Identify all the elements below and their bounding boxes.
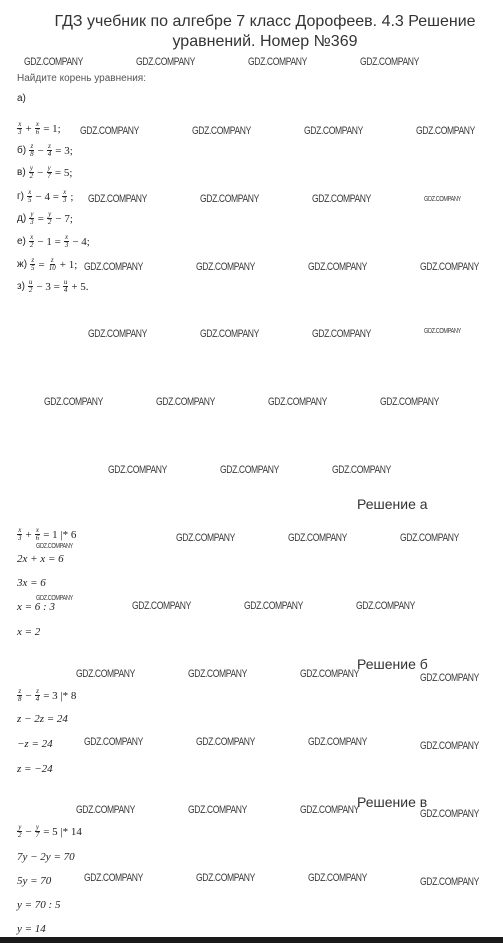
watermark: GDZ.COMPANY xyxy=(248,56,307,68)
denominator: 3 xyxy=(18,534,22,542)
task-label: в) xyxy=(17,167,26,178)
numerator: y xyxy=(35,823,40,831)
denominator: 8 xyxy=(18,695,22,703)
solution-b-line: −z = 24 xyxy=(17,738,53,750)
equation-tail: = 5 |* 14 xyxy=(43,825,82,838)
numerator: z xyxy=(48,142,51,150)
watermark: GDZ.COMPANY xyxy=(312,328,371,340)
watermark: GDZ.COMPANY xyxy=(156,396,215,408)
fraction xyxy=(29,234,35,249)
numerator: x xyxy=(63,188,67,196)
bottom-bar xyxy=(0,937,503,943)
solution-a-line: 2x + x = 6 xyxy=(17,553,64,565)
denominator: 7 xyxy=(35,831,40,839)
task-label: з) xyxy=(17,281,25,292)
fraction xyxy=(47,143,53,158)
task-e xyxy=(17,234,90,249)
task-label: д) xyxy=(17,213,27,224)
equation-tail: = 3; xyxy=(55,144,73,157)
task-label: ж) xyxy=(17,259,28,270)
watermark: GDZ.COMPANY xyxy=(196,736,255,748)
watermark: GDZ.COMPANY xyxy=(76,668,135,680)
solution-v-line: y = 70 : 5 xyxy=(17,899,61,911)
watermark: GDZ.COMPANY xyxy=(44,396,103,408)
solution-a-line: 3x = 6 xyxy=(17,577,46,589)
numerator: z xyxy=(31,256,35,264)
watermark: GDZ.COMPANY xyxy=(76,804,135,816)
fraction xyxy=(35,121,41,136)
denominator: 4 xyxy=(63,286,68,294)
fraction xyxy=(17,527,23,542)
fraction xyxy=(17,824,23,839)
watermark: GDZ.COMPANY xyxy=(420,808,479,820)
denominator: 2 xyxy=(18,831,22,839)
solution-v-line: y = 14 xyxy=(17,923,46,935)
watermark: GDZ.COMPANY xyxy=(84,872,143,884)
watermark: GDZ.COMPANY xyxy=(416,125,475,137)
fraction xyxy=(28,279,34,294)
solution-b-step1 xyxy=(17,688,76,703)
watermark: GDZ.COMPANY xyxy=(244,600,303,612)
solution-v-line: 5y = 70 xyxy=(17,875,52,887)
watermark: GDZ.COMPANY xyxy=(188,804,247,816)
watermark: GDZ.COMPANY xyxy=(24,56,83,68)
watermark: GDZ.COMPANY xyxy=(360,56,419,68)
denominator: 2 xyxy=(29,172,34,180)
watermark: GDZ.COMPANY xyxy=(268,396,327,408)
solution-v-step1 xyxy=(17,824,82,839)
equation-tail: = 5; xyxy=(54,166,73,179)
watermark: GDZ.COMPANY xyxy=(132,600,191,612)
operator: − xyxy=(25,689,32,702)
denominator: 5 xyxy=(27,196,32,204)
task-d xyxy=(17,211,73,226)
numerator: y xyxy=(30,210,34,218)
solution-a-step1 xyxy=(17,527,76,542)
equation-tail: = 3 |* 8 xyxy=(43,689,77,702)
solution-b-line: z = −24 xyxy=(17,763,53,775)
fraction xyxy=(29,143,35,158)
task-label: а) xyxy=(17,93,26,104)
fraction xyxy=(35,527,41,542)
numerator: x xyxy=(18,526,22,534)
solution-b-line: z − 2z = 24 xyxy=(17,713,68,725)
fraction xyxy=(17,688,23,703)
solution-a-heading: Решение а xyxy=(357,496,428,512)
equation-tail: = 1 |* 6 xyxy=(43,528,77,541)
watermark: GDZ.COMPANY xyxy=(304,125,363,137)
denominator: 3 xyxy=(30,218,34,226)
numerator: z xyxy=(50,256,54,264)
watermark: GDZ.COMPANY xyxy=(356,600,415,612)
denominator: 4 xyxy=(47,150,52,158)
fraction xyxy=(62,189,68,204)
denominator: 7 xyxy=(47,172,51,180)
operator: = xyxy=(38,258,45,271)
denominator: 10 xyxy=(48,264,56,272)
numerator: z xyxy=(30,142,34,150)
operator: − xyxy=(25,825,32,838)
equation-tail: = 1; xyxy=(43,122,61,135)
numerator: x xyxy=(28,188,32,196)
watermark: GDZ.COMPANY xyxy=(84,261,143,273)
fraction xyxy=(27,189,33,204)
fraction xyxy=(29,165,35,180)
watermark: GDZ.COMPANY xyxy=(308,736,367,748)
watermark: GDZ.COMPANY xyxy=(332,464,391,476)
operator: + xyxy=(25,122,32,135)
numerator: y xyxy=(47,164,51,172)
watermark: GDZ.COMPANY xyxy=(424,196,461,203)
fraction xyxy=(29,211,35,226)
watermark: GDZ.COMPANY xyxy=(420,261,479,273)
fraction xyxy=(35,688,41,703)
operator: − 4 = xyxy=(35,190,59,203)
watermark: GDZ.COMPANY xyxy=(420,740,479,752)
denominator: 8 xyxy=(30,150,34,158)
watermark: GDZ.COMPANY xyxy=(136,56,195,68)
task-g xyxy=(17,189,73,204)
solution-b-heading: Решение б xyxy=(357,656,428,672)
numerator: x xyxy=(65,233,69,241)
task-label: б) xyxy=(17,145,27,156)
task-v xyxy=(17,165,72,180)
equation-tail: − 4; xyxy=(72,235,90,248)
watermark: GDZ.COMPANY xyxy=(300,668,359,680)
operator: − xyxy=(37,166,44,179)
task-label: г) xyxy=(17,191,24,202)
watermark: GDZ.COMPANY xyxy=(108,464,167,476)
watermark: GDZ.COMPANY xyxy=(300,804,359,816)
fraction xyxy=(63,279,69,294)
fraction xyxy=(30,257,36,272)
denominator: 3 xyxy=(64,241,69,249)
denominator: 3 xyxy=(62,196,67,204)
denominator: 6 xyxy=(35,128,40,136)
watermark: GDZ.COMPANY xyxy=(200,328,259,340)
numerator: x xyxy=(35,526,40,534)
equation-tail: − 7; xyxy=(55,212,73,225)
fraction xyxy=(35,824,41,839)
fraction xyxy=(48,257,57,272)
watermark: GDZ.COMPANY xyxy=(196,261,255,273)
operator: = xyxy=(37,212,44,225)
numerator: z xyxy=(36,687,39,695)
task-equation-a xyxy=(17,121,61,136)
solution-a-line: x = 6 : 3 xyxy=(17,601,55,613)
task-z xyxy=(17,279,89,294)
watermark: GDZ.COMPANY xyxy=(400,532,459,544)
solution-a-line: x = 2 xyxy=(17,626,41,638)
fraction xyxy=(64,234,70,249)
numerator: x xyxy=(35,120,40,128)
denominator: 4 xyxy=(35,695,40,703)
fraction xyxy=(17,121,23,136)
task-label-a xyxy=(17,93,26,104)
task-b xyxy=(17,143,73,158)
solution-v-heading: Решение в xyxy=(357,794,428,810)
watermark: GDZ.COMPANY xyxy=(420,672,479,684)
watermark: GDZ.COMPANY xyxy=(192,125,251,137)
equation-tail: + 5. xyxy=(71,280,89,293)
numerator: u xyxy=(63,278,68,286)
numerator: y xyxy=(29,164,33,172)
solution-v-line: 7y − 2y = 70 xyxy=(17,851,75,863)
fraction xyxy=(46,165,52,180)
page-title: ГДЗ учебник по алгебре 7 класс Дорофеев. 4.3 Решение уравнений. Номер №369 xyxy=(54,13,476,50)
numerator: x xyxy=(30,233,34,241)
denominator: 2 xyxy=(47,218,52,226)
denominator: 5 xyxy=(31,264,35,272)
denominator: 2 xyxy=(28,286,33,294)
watermark: GDZ.COMPANY xyxy=(176,532,235,544)
watermark: GDZ.COMPANY xyxy=(420,876,479,888)
watermark: GDZ.COMPANY xyxy=(312,193,371,205)
numerator: z xyxy=(18,687,22,695)
denominator: 2 xyxy=(29,241,34,249)
numerator: x xyxy=(18,120,22,128)
watermark: GDZ.COMPANY xyxy=(200,193,259,205)
operator: − xyxy=(37,144,44,157)
watermark: GDZ.COMPANY xyxy=(308,872,367,884)
watermark: GDZ.COMPANY xyxy=(380,396,439,408)
operator: + xyxy=(25,528,32,541)
watermark: GDZ.COMPANY xyxy=(196,872,255,884)
fraction xyxy=(47,211,53,226)
watermark: GDZ.COMPANY xyxy=(80,125,139,137)
denominator: 3 xyxy=(18,128,22,136)
numerator: y xyxy=(18,823,22,831)
task-zh xyxy=(17,257,77,272)
watermark: GDZ.COMPANY xyxy=(188,668,247,680)
numerator: u xyxy=(28,278,33,286)
task-label: е) xyxy=(17,236,26,247)
watermark: GDZ.COMPANY xyxy=(288,532,347,544)
watermark: GDZ.COMPANY xyxy=(36,543,73,550)
equation-tail: + 1; xyxy=(59,258,78,271)
watermark: GDZ.COMPANY xyxy=(36,595,73,602)
equation-tail: ; xyxy=(70,190,74,203)
watermark: GDZ.COMPANY xyxy=(84,736,143,748)
instruction: Найдите корень уравнения: xyxy=(17,73,146,84)
watermark: GDZ.COMPANY xyxy=(88,193,147,205)
operator: − 1 = xyxy=(37,235,61,248)
operator: − 3 = xyxy=(36,280,60,293)
watermark: GDZ.COMPANY xyxy=(308,261,367,273)
watermark: GDZ.COMPANY xyxy=(88,328,147,340)
watermark: GDZ.COMPANY xyxy=(220,464,279,476)
watermark: GDZ.COMPANY xyxy=(424,328,461,335)
numerator: y xyxy=(48,210,52,218)
denominator: 6 xyxy=(35,534,40,542)
